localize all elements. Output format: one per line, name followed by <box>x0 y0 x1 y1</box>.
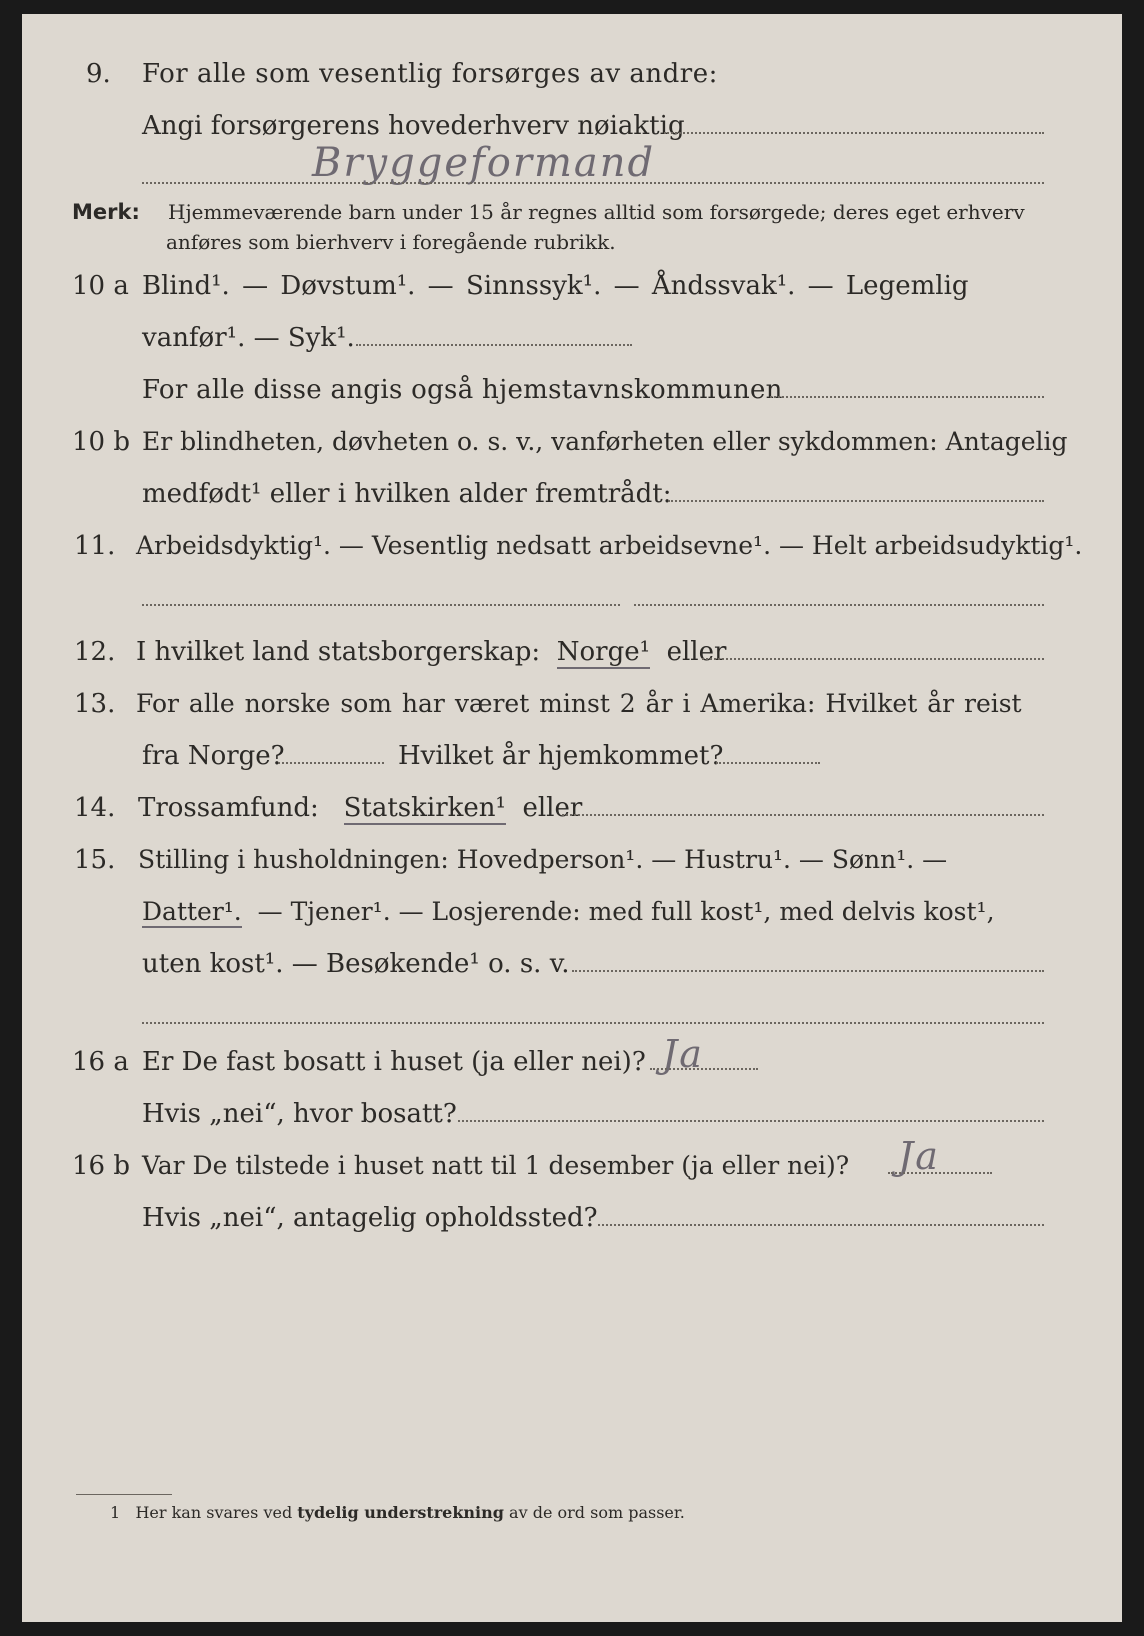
handwritten-answer-9: Bryggeformand <box>312 140 656 186</box>
handwritten-answer-16a: Ja <box>662 1032 704 1076</box>
note-label-text: Merk: <box>72 200 140 224</box>
answer-line <box>458 1120 1044 1122</box>
footnote-text-bold: tydelig understrekning <box>297 1503 504 1522</box>
answer-line <box>634 604 1044 606</box>
census-form-page <box>22 14 1122 1622</box>
answer-line <box>598 1224 1044 1226</box>
footnote <box>110 1502 685 1524</box>
answer-line <box>664 132 1044 134</box>
footnote-rule <box>76 1494 172 1495</box>
footnote-text-after: av de ord som passer. <box>509 1503 685 1522</box>
answer-line <box>888 1172 992 1174</box>
answer-line <box>668 500 1044 502</box>
question-16b-line-1: Var De tilstede i huset natt til 1 desember (ja eller nei)? <box>142 1151 850 1180</box>
answer-line <box>142 604 620 606</box>
question-16a-line-2: Hvis „nei“, hvor bosatt? <box>142 1099 457 1129</box>
question-9-prompt: Angi forsørgerens hovederhverv nøiaktig <box>142 111 685 141</box>
question-12-suffix: eller <box>666 637 727 667</box>
question-15-line-1: Stilling i husholdningen: Hovedperson¹. — Hustru¹. — Sønn¹. — <box>138 845 948 874</box>
question-12-prefix: I hvilket land statsborgerskap: <box>136 637 541 667</box>
question-13-returned: Hvilket år hjemkommet? <box>398 741 724 771</box>
state-church-underlined: Statskirken¹ <box>343 793 506 823</box>
question-15-line-3: uten kost¹. — Besøkende¹ o. s. v. <box>142 949 570 979</box>
question-10b-line-2: medfødt¹ eller i hvilken alder fremtrådt: <box>142 479 672 509</box>
question-11-number: 11. <box>74 531 116 561</box>
question-12-number: 12. <box>74 637 116 667</box>
question-14-text <box>138 792 582 824</box>
question-16b-number: 16 b <box>72 1151 130 1181</box>
question-9-number: 9. <box>86 59 111 89</box>
question-11-text: Arbeidsdyktig¹. — Vesentlig nedsatt arbeidsevne¹. — Helt arbeidsudyktig¹. <box>136 531 1083 560</box>
question-10a-line-2: vanfør¹. — Syk¹. <box>142 323 355 353</box>
answer-line <box>572 970 1044 972</box>
question-15-number: 15. <box>74 845 116 875</box>
question-14-number: 14. <box>74 793 116 823</box>
question-15-line-2 <box>142 896 995 928</box>
question-14-prefix: Trossamfund: <box>138 793 319 823</box>
question-13-line-1: For alle norske som har været minst 2 år i Amerika: Hvilket år reist <box>136 689 1022 718</box>
handwritten-answer-16b: Ja <box>898 1134 940 1178</box>
question-10a-number: 10 a <box>72 271 129 301</box>
answer-line <box>716 762 820 764</box>
question-13-from-norway: fra Norge? <box>142 741 285 771</box>
footnote-mark: 1 <box>110 1503 121 1522</box>
question-10b-line-1: Er blindheten, døvheten o. s. v., vanførheten eller sykdommen: Antagelig <box>142 427 1068 456</box>
daughter-underlined: Datter¹. <box>142 897 242 926</box>
question-16a-line-1: Er De fast bosatt i huset (ja eller nei)? <box>142 1047 646 1077</box>
question-16b-line-2: Hvis „nei“, antagelig opholdssted? <box>142 1203 598 1233</box>
question-12-text <box>136 636 726 668</box>
note-label <box>72 198 140 226</box>
footnote-text-before: Her kan svares ved <box>135 1503 293 1522</box>
question-14-suffix: eller <box>522 793 583 823</box>
question-10b-number: 10 b <box>72 427 130 457</box>
question-15-line-2-rest: — Tjener¹. — Losjerende: med full kost¹, med delvis kost¹, <box>257 897 995 926</box>
answer-line <box>702 658 1044 660</box>
question-16a-number: 16 a <box>72 1047 129 1077</box>
answer-line <box>562 814 1044 816</box>
answer-line <box>142 1022 1044 1024</box>
question-10a-line-1: Blind¹. — Døvstum¹. — Sinnssyk¹. — Åndssvak¹. — Legemlig <box>142 271 969 301</box>
answer-line <box>142 182 1044 184</box>
norway-underlined: Norge¹ <box>556 637 651 667</box>
answer-line <box>356 344 632 346</box>
question-9-text: For alle som vesentlig forsørges av andre: <box>142 59 718 89</box>
answer-line <box>650 1068 758 1070</box>
question-10a-line-3: For alle disse angis også hjemstavnskommunen <box>142 375 783 405</box>
note-text-line-2: anføres som bierhverv i foregående rubrikk. <box>166 230 616 254</box>
note-text-line-1: Hjemmeværende barn under 15 år regnes alltid som forsørgede; deres eget erhverv <box>168 200 1025 224</box>
answer-line <box>278 762 384 764</box>
answer-line <box>770 396 1044 398</box>
question-13-number: 13. <box>74 689 116 719</box>
